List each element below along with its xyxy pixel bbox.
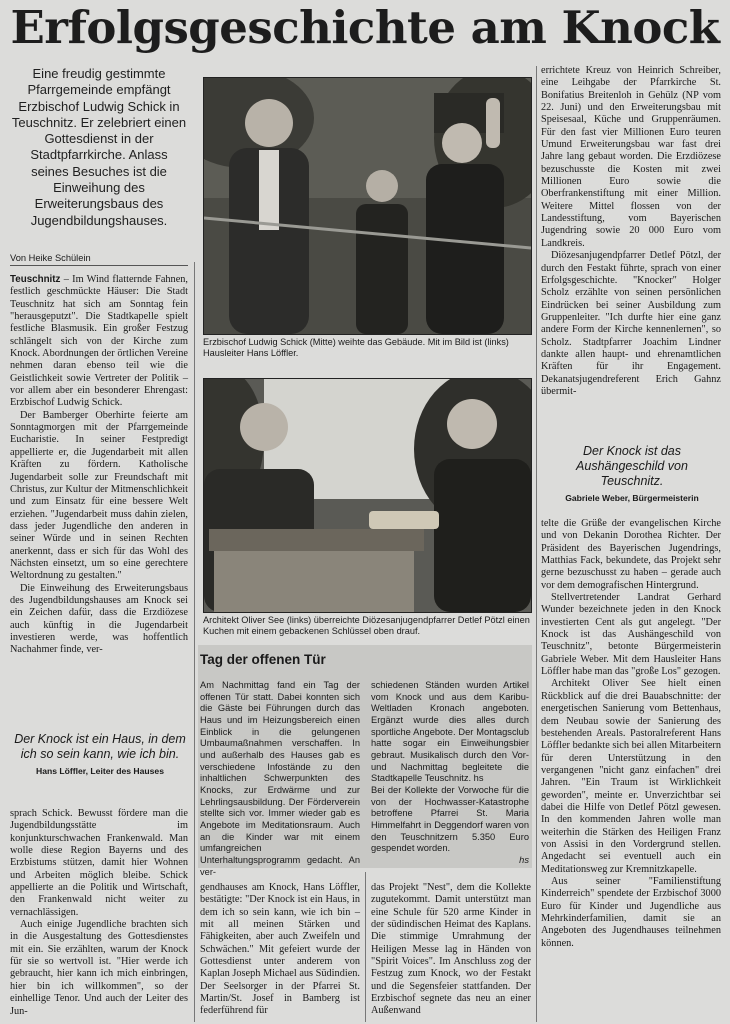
column-4-top — [541, 65, 721, 398]
pull-quote-loeffler — [12, 732, 188, 776]
byline: Von Heike Schülein — [10, 253, 188, 266]
paragraph-4: sprach Schick. Bewusst fördere man die Jugendbildungsstätte im konjunkturschwachen Frankenwald. Man wolle diese Region Bayerns und des Erzbistums stützen, damit hier Wohnen und Arbeiten möglich bleibe. Schick appellierte an die Politik und Wirtschaft, den Frankenwald nicht weiter zu vernachlässigen. — [10, 808, 188, 918]
column-mid-a: gendhauses am Knock, Hans Löffler, bestätigte: "Der Knock ist ein Haus, in dem ich so sein kann, wie ich bin – mit all meinen Stärken und Fähigkeiten, aber auch Zweifeln und Schwächen." Mit gefeiert wurde der Gottesdienst unter anderem von Kaplan Joseph Michael aus Südindien. Der Seelsorger in der Pfarrei St. Martin/St. Josef in Bamberg ist federführend für — [200, 882, 360, 1017]
column-1-top — [10, 274, 188, 657]
column-rule-3 — [536, 66, 537, 1022]
paragraph-5: Auch einige Jugendliche brachten sich in die Ausgestaltung des Gottesdienstes mit ein. Sie erzählten, warum der Knock für sie so wertvoll ist. "Hier werde ich gebraucht, hier kann ich mich einbringen, hier bin ich willkommen", so der einhellige Tenor. Und auch der Leiter des Jun- — [10, 919, 188, 1017]
column-mid-b: das Projekt "Nest", dem die Kollekte zugutekommt. Damit unterstützt man eine Schule für 520 arme Kinder in der südindischen Heimat des Kaplans. Die stimmige Umrahmung der Heiligen Messe lag in Händen von "Spirit Voices". Im Anschluss zog der Festzug zum Knock, wo der Festakt und die Segensfeier stattfanden. Der Erzbischof segnete das neu an einer Außenwand — [371, 882, 531, 1017]
col4-paragraph-3: telte die Grüße der evangelischen Kirche und von Dekanin Dorothea Richter. Der Präsident des Bayerischen Jugendrings, Matthias Fack, bekundete, das Projekt sehr gerne bezuschusst zu haben – gerade auch vor dem demografischen Hintergrund. — [541, 518, 721, 591]
column-1-bottom — [10, 808, 188, 1018]
photo-cake-handover — [203, 378, 532, 613]
column-rule-1 — [194, 262, 195, 1022]
pull-quote-weber-text: Der Knock ist das Aushängeschild von Teuschnitz. — [576, 444, 688, 488]
column-rule-2 — [365, 872, 366, 1022]
photo-2-caption: Architekt Oliver See (links) überreichte Diözesanjugendpfarrer Detlef Pötzl einen Kuchen mit einem gebackenen Schlüssel oben drauf. — [203, 615, 530, 637]
info-box-title: Tag der offenen Tür — [200, 652, 326, 667]
photo-1-image — [204, 78, 531, 334]
info-box-column-b — [371, 680, 529, 867]
photo-1-caption: Erzbischof Ludwig Schick (Mitte) weihte das Gebäude. Mit im Bild ist (links) Hausleiter Hans Löffler. — [203, 337, 509, 359]
info-box-text-b: schiedenen Ständen wurden Artikel vom Knock und aus dem Karibu-Weltladen Kronach angeboten. Ergänzt wurde dies alles durch sportliche Angebote. Der Montagsclub hatte sogar ein Einweihungsbier gebraut. Musikalisch durch den Vor- und Nachmittag begleitete die Stadtkapelle Teuschnitz. hs — [371, 680, 529, 784]
photo-archbishop-blessing — [203, 77, 532, 335]
pull-quote-text: Der Knock ist ein Haus, in dem ich so sein kann, wie ich bin. — [14, 732, 186, 761]
pull-quote-weber — [543, 444, 721, 503]
pull-quote-author: Hans Löffler, Leiter des Hauses — [36, 766, 164, 776]
dateline: Teuschnitz — [10, 274, 61, 285]
col4-paragraph-4: Stellvertretender Landrat Gerhard Wunder bezeichnete jeden in den Knock investierten Cent als gut angelegt. "Der Knock ist das Aushängeschild von Teuschnitz", betonte Bürgermeisterin Gabriele Weber. Mit dem Hausleiter Hans Löffler habe man das "große Los" gezogen. — [541, 592, 721, 678]
col4-paragraph-2: Diözesanjugendpfarrer Detlef Pötzl, der durch den Festakt führte, sprach von einer Erfolgsgeschichte. "Knocker" Holger Scholz erzählte von seinen persönlichen Eindrücken bei seiner Ausbildung zum Gruppenleiter. "Ich durfte hier eine ganz andere Form der Kirche kennenlernen", so Scholz. Stadtpfarrer Joachim Lindner dankte allen haupt- und ehrenamtlichen Kräften für ihr Engagement. Dekanatsjugendreferent Erich Gahnz übermit- — [541, 250, 721, 397]
col4-paragraph-1: errichtete Kreuz von Heinrich Schreiber, eine Leihgabe der Pfarrkirche St. Bonifatius Breitenloh in Gehülz (NP vom 22. Juni) und den Erweiterungsbau mit Speisesaal, Küche und Gruppenräumen. Für den fast vier Millionen Euro teuren Umund Erweiterungsbau war fast drei Jahre lang gebaut worden. Die Erzdiözese bezuschusste die Kosten mit zwei Millionen Euro sowie die Oberfrankenstiftung mit einer Million. Weitere Mittel flossen von der Landesstiftung, vom Bayerischen Jugendring sowie 20 000 Euro vom Landkreis. — [541, 65, 721, 249]
column-4-bottom — [541, 518, 721, 950]
info-box-column-a: Am Nachmittag fand ein Tag der offenen Tür statt. Dabei konnten sich die Gäste bei Führungen durch das Haus und im Heizungsbereich einen Einblick in die gelungenen Umbaumaßnahmen verschaffen. In und außerhalb des Hauses gab es verschiedene Infostände zu den inhaltlichen Schwerpunkten des Knocks, zur Erdwärme und zur Lehrlingsausbildung. Der Förderverein stellte sich vor. Immer wieder gab es Angebote im Meditationsraum. Auch an die Kinder war mit einem umfangreichen Unterhaltungsprogramm gedacht. An ver- — [200, 680, 360, 877]
paragraph-1 — [10, 274, 188, 410]
pull-quote-weber-author: Gabriele Weber, Bürgermeisterin — [565, 493, 699, 503]
headline: Erfolgsgeschichte am Knock — [10, 1, 720, 54]
col4-paragraph-6: Aus seiner "Familienstiftung Kinderreich" spendete der Erzbischof 3000 Euro für Kinder und Jugendliche aus Mehrkinderfamilien, damit sie an Angeboten des Jugendhauses teilnehmen können. — [541, 875, 721, 949]
info-box-signature: hs — [519, 854, 529, 865]
lead-paragraph: Eine freudig gestimmte Pfarrgemeinde empfängt Erzbischof Ludwig Schick in Teuschnitz. Er zelebriert einen Gottesdienst in der Stadtpfarrkirche. Anlass seines Besuches ist die Einweihung des Erweiterungsbaus des Jugendbildungshauses. — [11, 66, 187, 228]
col4-paragraph-5: Architekt Oliver See hielt einen Rückblick auf die drei Bauabschnitte: der energetischen Sanierung vom Bettenhaus, dem Neubau sowie der Sanierung des bestehenden Areals. Pastoralreferent Hans Löffler bedankte sich bei allen Mitarbeitern für deren Unterstützung in den vergangenen "nicht ganz einfachen" drei Jahren. "Ein Traum ist Wirklichkeit geworden", meinte er. Unverzichtbar sei dabei die Hilfe von Detlef Pötzl gewesen. In den kommenden Jahren wolle man weiterhin die Stärken des Heiligen Franz von Assisi in den Vordergrund stellen. Angedacht sei eventuell auch ein Meditationsweg zur Kremnitzkapelle. — [541, 678, 721, 875]
photo-2-image — [204, 379, 531, 612]
paragraph-text: – Im Wind flatternde Fahnen, festlich geschmückte Häuser: Die Stadt Teuschnitz hat sich am Sonntag fein "herausgeputzt". Die Stadtkapelle spielt festliche Blasmusik. Ein großer Festzug schlängelt sich von der Kirche zum Knock. Abordnungen der örtlichen Vereine nehmen daran ebenso teil wie die Geistlichkeit sowie Vertreter der Politik – vor allem aber ein besonderer Ehrengast: Erzbischof Ludwig Schick. — [10, 274, 188, 409]
paragraph-2: Der Bamberger Oberhirte feierte am Sonntagmorgen mit der Pfarrgemeinde Eucharistie. In seiner Festpredigt appellierte er, die Jugendarbeit mit allen Kräften zu fördern. Katholische Jugendarbeit solle zur Freundschaft mit Christus, zur Kultur der Mitmenschlichkeit und zum Einsatz für eine bessere Welt erziehen. "Jugendarbeit muss dahin zielen, dass jeder Jugendliche den anderen in seiner Würde und in seinen Rechten anerkennt, dass er sich für das Wohl des Nächsten einsetzt, um so eine gerechtere Weltordnung zu gestalten." — [10, 409, 188, 582]
info-box-text-b2: Bei der Kollekte der Vorwoche für die von der Hochwasser-Katastrophe betroffene Pfarrei St. Maria Himmelfahrt in Deggendorf waren von den Teuschnitzern 5.350 Euro gespendet worden. — [371, 784, 529, 854]
paragraph-3: Die Einweihung des Erweiterungsbaus des Jugendbildungshauses am Knock sei ein Zeichen dafür, dass die Erzdiözese auch künftig in die Jugendarbeit investieren werde, was hoffentlich Nachahmer finde, ver- — [10, 582, 188, 656]
